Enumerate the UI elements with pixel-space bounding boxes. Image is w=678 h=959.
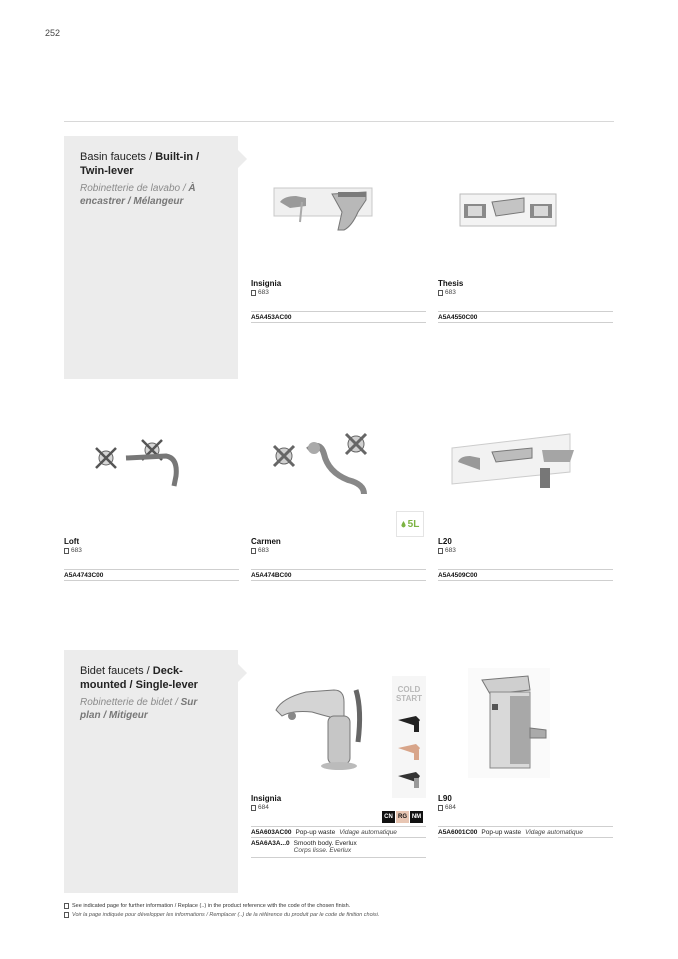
divider — [251, 322, 426, 323]
category-panel-basin — [64, 136, 238, 379]
finish-rg: RG — [396, 811, 409, 823]
page-icon — [438, 805, 443, 811]
product-name: Insignia — [251, 794, 282, 803]
product-name: Thesis — [438, 279, 464, 288]
page-icon — [251, 290, 256, 296]
product-page-ref[interactable]: 683 — [251, 547, 269, 554]
divider — [64, 569, 239, 570]
carmen-faucet-image — [268, 432, 380, 502]
product-page-ref[interactable]: 684 — [251, 804, 269, 811]
finish-nm: NM — [410, 811, 423, 823]
product-page-ref[interactable]: 684 — [438, 804, 456, 811]
category-panel-bidet — [64, 650, 238, 893]
water-drop-icon — [401, 521, 406, 528]
l90-bidet-faucet-image — [468, 668, 550, 778]
cold-start-panel — [392, 676, 426, 798]
product-page-ref[interactable]: 683 — [438, 547, 456, 554]
finish-cn: CN — [382, 811, 395, 823]
insignia-wall-faucet-image — [272, 182, 374, 240]
divider — [438, 580, 613, 581]
product-page-ref[interactable]: 683 — [251, 289, 269, 296]
category-title: Bidet faucets / Deck-mounted / Single-lever — [80, 665, 198, 691]
cold-start-label: COLD START — [395, 685, 423, 703]
divider — [251, 837, 426, 838]
top-divider — [64, 121, 614, 122]
product-reference: A5A4743C00 — [64, 572, 104, 579]
category-subtitle: Robinetterie de bidet / Sur plan / Mitigeur — [80, 697, 198, 721]
footnote-en: See indicated page for further information / Replace (..) in the product reference with the code of the chosen finish. — [64, 903, 350, 909]
panel-arrow — [238, 664, 247, 682]
divider — [438, 322, 613, 323]
product-name: L20 — [438, 537, 452, 546]
product-name: L90 — [438, 794, 452, 803]
loft-faucet-image — [88, 436, 183, 492]
l20-faucet-image — [446, 428, 576, 500]
product-reference: A5A4509C00 — [438, 572, 478, 579]
product-reference: A5A474BC00 — [251, 572, 292, 579]
finish-codes — [382, 811, 423, 823]
insignia-bidet-faucet-image — [272, 680, 384, 775]
rose-gold-finish-swatch — [396, 740, 424, 762]
page-icon — [251, 548, 256, 554]
divider — [64, 580, 239, 581]
divider — [251, 580, 426, 581]
page-icon — [251, 805, 256, 811]
divider — [251, 826, 426, 827]
reference-row: A5A6001C00 Pop-up waste Vidage automatique — [438, 829, 583, 836]
eco-badge-label: 5L — [407, 518, 420, 530]
eco-badge — [396, 511, 424, 537]
chrome-black-finish-swatch — [396, 768, 424, 790]
category-subtitle: Robinetterie de lavabo / À encastrer / Mélangeur — [80, 183, 196, 207]
divider — [251, 569, 426, 570]
page-icon — [64, 548, 69, 554]
divider — [438, 837, 613, 838]
divider — [438, 569, 613, 570]
category-title: Basin faucets / Built-in / Twin-lever — [80, 151, 200, 177]
page-icon — [438, 290, 443, 296]
divider — [438, 826, 613, 827]
page-number: 252 — [45, 28, 61, 38]
divider — [251, 857, 426, 858]
reference-row: A5A6A3A...0 Smooth body. Everlux Corps lisse. Everlux — [251, 840, 357, 854]
reference-row: A5A603AC00 Pop-up waste Vidage automatique — [251, 829, 397, 836]
product-reference: A5A4550C00 — [438, 314, 478, 321]
panel-arrow — [238, 150, 247, 168]
thesis-wall-faucet-image — [458, 190, 558, 235]
footnote-fr: Voir la page indiquée pour développer les informations / Remplacer (..) de la référence du produit par le code de finition choisi. — [64, 912, 379, 918]
product-page-ref[interactable]: 683 — [438, 289, 456, 296]
product-page-ref[interactable]: 683 — [64, 547, 82, 554]
divider — [251, 311, 426, 312]
divider — [438, 311, 613, 312]
product-reference: A5A453AC00 — [251, 314, 292, 321]
page-icon — [438, 548, 443, 554]
product-name: Carmen — [251, 537, 281, 546]
black-finish-swatch — [396, 712, 424, 734]
page-icon — [64, 903, 69, 909]
product-name: Insignia — [251, 279, 282, 288]
product-name: Loft — [64, 537, 80, 546]
page-icon — [64, 912, 69, 918]
